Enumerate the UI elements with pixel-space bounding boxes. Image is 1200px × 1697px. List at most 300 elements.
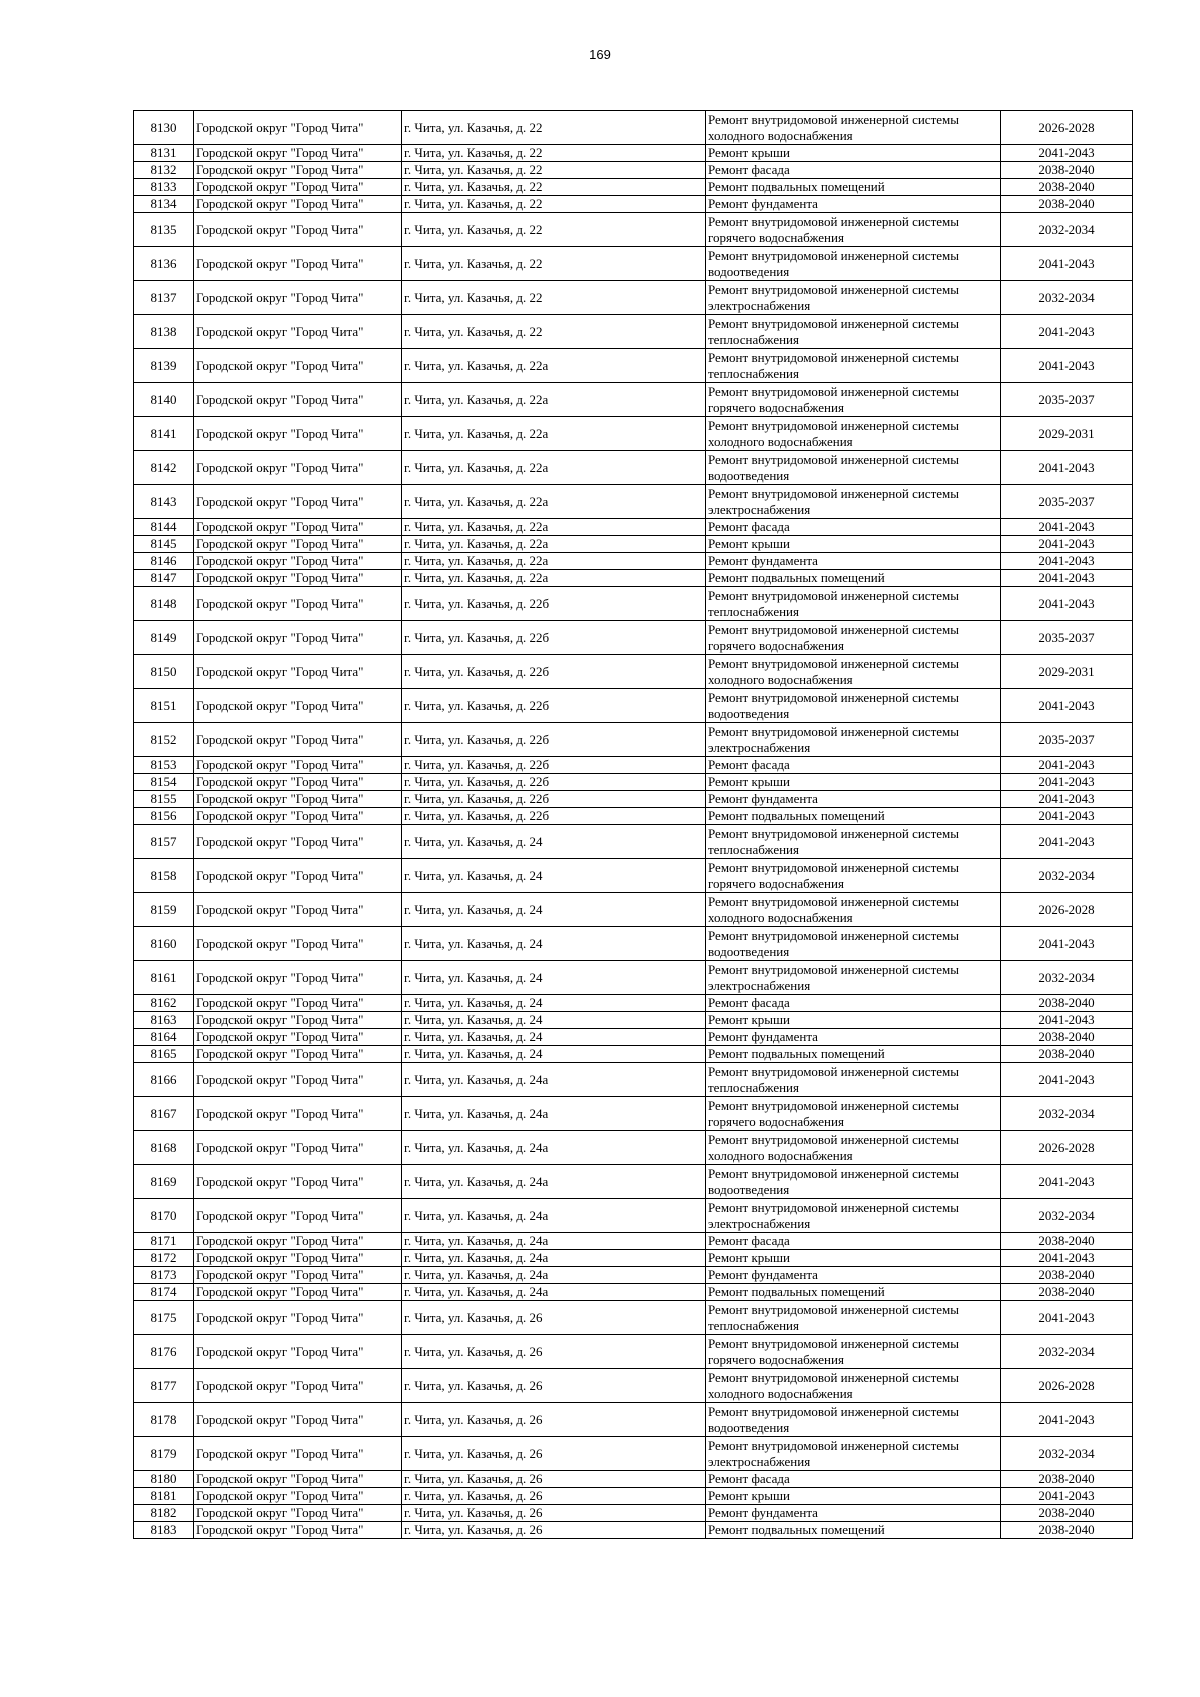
- work-type-cell: Ремонт фундамента: [706, 196, 1001, 213]
- row-number: 8134: [134, 196, 194, 213]
- municipality-cell: Городской округ "Город Чита": [194, 553, 402, 570]
- municipality-cell: Городской округ "Город Чита": [194, 536, 402, 553]
- period-cell: 2038-2040: [1001, 1522, 1133, 1539]
- work-type-cell: Ремонт фундамента: [706, 1267, 1001, 1284]
- work-type-cell: Ремонт внутридомовой инженерной системы электроснабжения: [706, 723, 1001, 757]
- table-row: [134, 1250, 1133, 1267]
- municipality-cell: Городской округ "Город Чита": [194, 570, 402, 587]
- work-type-cell: Ремонт фасада: [706, 1233, 1001, 1250]
- address-cell: г. Чита, ул. Казачья, д. 24: [402, 995, 706, 1012]
- municipality-cell: Городской округ "Город Чита": [194, 1233, 402, 1250]
- table-row: [134, 213, 1133, 247]
- work-type-cell: Ремонт внутридомовой инженерной системы водоотведения: [706, 927, 1001, 961]
- address-cell: г. Чита, ул. Казачья, д. 22а: [402, 536, 706, 553]
- row-number: 8166: [134, 1063, 194, 1097]
- municipality-cell: Городской округ "Город Чита": [194, 1284, 402, 1301]
- address-cell: г. Чита, ул. Казачья, д. 22а: [402, 485, 706, 519]
- row-number: 8182: [134, 1505, 194, 1522]
- period-cell: 2041-2043: [1001, 927, 1133, 961]
- municipality-cell: Городской округ "Город Чита": [194, 1505, 402, 1522]
- period-cell: 2035-2037: [1001, 621, 1133, 655]
- table-body: [134, 111, 1133, 1539]
- period-cell: 2035-2037: [1001, 485, 1133, 519]
- row-number: 8138: [134, 315, 194, 349]
- row-number: 8151: [134, 689, 194, 723]
- work-type-cell: Ремонт фасада: [706, 757, 1001, 774]
- work-type-cell: Ремонт внутридомовой инженерной системы водоотведения: [706, 689, 1001, 723]
- municipality-cell: Городской округ "Город Чита": [194, 179, 402, 196]
- work-type-cell: Ремонт фундамента: [706, 1505, 1001, 1522]
- table-row: [134, 757, 1133, 774]
- address-cell: г. Чита, ул. Казачья, д. 22б: [402, 757, 706, 774]
- table-row: [134, 1488, 1133, 1505]
- municipality-cell: Городской округ "Город Чита": [194, 774, 402, 791]
- row-number: 8150: [134, 655, 194, 689]
- row-number: 8157: [134, 825, 194, 859]
- table-row: [134, 1097, 1133, 1131]
- work-type-cell: Ремонт внутридомовой инженерной системы электроснабжения: [706, 1199, 1001, 1233]
- table-row: [134, 383, 1133, 417]
- table-row: [134, 859, 1133, 893]
- period-cell: 2038-2040: [1001, 196, 1133, 213]
- row-number: 8168: [134, 1131, 194, 1165]
- municipality-cell: Городской округ "Город Чита": [194, 1131, 402, 1165]
- municipality-cell: Городской округ "Город Чита": [194, 1250, 402, 1267]
- row-number: 8165: [134, 1046, 194, 1063]
- table-row: [134, 111, 1133, 145]
- row-number: 8144: [134, 519, 194, 536]
- municipality-cell: Городской округ "Город Чита": [194, 1097, 402, 1131]
- address-cell: г. Чита, ул. Казачья, д. 26: [402, 1471, 706, 1488]
- municipality-cell: Городской округ "Город Чита": [194, 417, 402, 451]
- row-number: 8161: [134, 961, 194, 995]
- municipality-cell: Городской округ "Город Чита": [194, 1437, 402, 1471]
- row-number: 8148: [134, 587, 194, 621]
- row-number: 8146: [134, 553, 194, 570]
- municipality-cell: Городской округ "Город Чита": [194, 1403, 402, 1437]
- table-row: [134, 162, 1133, 179]
- row-number: 8170: [134, 1199, 194, 1233]
- work-type-cell: Ремонт крыши: [706, 774, 1001, 791]
- work-type-cell: Ремонт внутридомовой инженерной системы электроснабжения: [706, 1437, 1001, 1471]
- table-row: [134, 1165, 1133, 1199]
- address-cell: г. Чита, ул. Казачья, д. 26: [402, 1522, 706, 1539]
- work-type-cell: Ремонт внутридомовой инженерной системы теплоснабжения: [706, 1301, 1001, 1335]
- work-type-cell: Ремонт фасада: [706, 995, 1001, 1012]
- municipality-cell: Городской округ "Город Чита": [194, 859, 402, 893]
- work-type-cell: Ремонт внутридомовой инженерной системы водоотведения: [706, 1403, 1001, 1437]
- period-cell: 2032-2034: [1001, 281, 1133, 315]
- address-cell: г. Чита, ул. Казачья, д. 24а: [402, 1097, 706, 1131]
- table-row: [134, 145, 1133, 162]
- table-row: [134, 808, 1133, 825]
- work-type-cell: Ремонт крыши: [706, 1012, 1001, 1029]
- period-cell: 2026-2028: [1001, 893, 1133, 927]
- work-type-cell: Ремонт внутридомовой инженерной системы горячего водоснабжения: [706, 383, 1001, 417]
- row-number: 8147: [134, 570, 194, 587]
- work-type-cell: Ремонт фундамента: [706, 791, 1001, 808]
- period-cell: 2041-2043: [1001, 570, 1133, 587]
- row-number: 8169: [134, 1165, 194, 1199]
- table-row: [134, 417, 1133, 451]
- municipality-cell: Городской округ "Город Чита": [194, 349, 402, 383]
- work-type-cell: Ремонт внутридомовой инженерной системы горячего водоснабжения: [706, 621, 1001, 655]
- period-cell: 2041-2043: [1001, 1063, 1133, 1097]
- row-number: 8163: [134, 1012, 194, 1029]
- work-type-cell: Ремонт внутридомовой инженерной системы водоотведения: [706, 451, 1001, 485]
- period-cell: 2038-2040: [1001, 1505, 1133, 1522]
- address-cell: г. Чита, ул. Казачья, д. 26: [402, 1403, 706, 1437]
- table-row: [134, 689, 1133, 723]
- period-cell: 2041-2043: [1001, 1403, 1133, 1437]
- row-number: 8176: [134, 1335, 194, 1369]
- work-type-cell: Ремонт подвальных помещений: [706, 1522, 1001, 1539]
- address-cell: г. Чита, ул. Казачья, д. 22: [402, 213, 706, 247]
- municipality-cell: Городской округ "Город Чита": [194, 1335, 402, 1369]
- period-cell: 2038-2040: [1001, 1029, 1133, 1046]
- work-type-cell: Ремонт внутридомовой инженерной системы теплоснабжения: [706, 587, 1001, 621]
- address-cell: г. Чита, ул. Казачья, д. 22а: [402, 519, 706, 536]
- municipality-cell: Городской округ "Город Чита": [194, 1199, 402, 1233]
- address-cell: г. Чита, ул. Казачья, д. 24: [402, 893, 706, 927]
- period-cell: 2032-2034: [1001, 961, 1133, 995]
- work-type-cell: Ремонт внутридомовой инженерной системы горячего водоснабжения: [706, 859, 1001, 893]
- municipality-cell: Городской округ "Город Чита": [194, 281, 402, 315]
- municipality-cell: Городской округ "Город Чита": [194, 1471, 402, 1488]
- period-cell: 2041-2043: [1001, 451, 1133, 485]
- municipality-cell: Городской округ "Город Чита": [194, 723, 402, 757]
- municipality-cell: Городской округ "Город Чита": [194, 145, 402, 162]
- period-cell: 2041-2043: [1001, 791, 1133, 808]
- table-row: [134, 1199, 1133, 1233]
- period-cell: 2032-2034: [1001, 1199, 1133, 1233]
- address-cell: г. Чита, ул. Казачья, д. 22б: [402, 723, 706, 757]
- table-row: [134, 179, 1133, 196]
- table-row: [134, 1522, 1133, 1539]
- address-cell: г. Чита, ул. Казачья, д. 22: [402, 162, 706, 179]
- municipality-cell: Городской округ "Город Чита": [194, 893, 402, 927]
- address-cell: г. Чита, ул. Казачья, д. 22а: [402, 349, 706, 383]
- address-cell: г. Чита, ул. Казачья, д. 22а: [402, 570, 706, 587]
- address-cell: г. Чита, ул. Казачья, д. 24: [402, 1012, 706, 1029]
- work-type-cell: Ремонт внутридомовой инженерной системы электроснабжения: [706, 281, 1001, 315]
- row-number: 8145: [134, 536, 194, 553]
- period-cell: 2041-2043: [1001, 349, 1133, 383]
- table-row: [134, 451, 1133, 485]
- period-cell: 2038-2040: [1001, 1233, 1133, 1250]
- address-cell: г. Чита, ул. Казачья, д. 22а: [402, 451, 706, 485]
- address-cell: г. Чита, ул. Казачья, д. 22б: [402, 587, 706, 621]
- table-row: [134, 1471, 1133, 1488]
- table-row: [134, 1046, 1133, 1063]
- municipality-cell: Городской округ "Город Чита": [194, 791, 402, 808]
- row-number: 8133: [134, 179, 194, 196]
- row-number: 8152: [134, 723, 194, 757]
- table-row: [134, 1335, 1133, 1369]
- period-cell: 2032-2034: [1001, 1097, 1133, 1131]
- period-cell: 2041-2043: [1001, 1250, 1133, 1267]
- repair-schedule-table: [133, 110, 1133, 1539]
- row-number: 8160: [134, 927, 194, 961]
- row-number: 8179: [134, 1437, 194, 1471]
- address-cell: г. Чита, ул. Казачья, д. 22: [402, 247, 706, 281]
- address-cell: г. Чита, ул. Казачья, д. 22б: [402, 774, 706, 791]
- work-type-cell: Ремонт подвальных помещений: [706, 570, 1001, 587]
- address-cell: г. Чита, ул. Казачья, д. 24: [402, 859, 706, 893]
- work-type-cell: Ремонт внутридомовой инженерной системы теплоснабжения: [706, 315, 1001, 349]
- row-number: 8131: [134, 145, 194, 162]
- address-cell: г. Чита, ул. Казачья, д. 24: [402, 927, 706, 961]
- period-cell: 2032-2034: [1001, 1437, 1133, 1471]
- municipality-cell: Городской округ "Город Чита": [194, 621, 402, 655]
- period-cell: 2041-2043: [1001, 825, 1133, 859]
- period-cell: 2029-2031: [1001, 417, 1133, 451]
- page-number: 169: [589, 47, 611, 62]
- municipality-cell: Городской округ "Город Чита": [194, 1165, 402, 1199]
- address-cell: г. Чита, ул. Казачья, д. 26: [402, 1437, 706, 1471]
- table-row: [134, 570, 1133, 587]
- address-cell: г. Чита, ул. Казачья, д. 22б: [402, 808, 706, 825]
- period-cell: 2041-2043: [1001, 808, 1133, 825]
- work-type-cell: Ремонт подвальных помещений: [706, 179, 1001, 196]
- row-number: 8180: [134, 1471, 194, 1488]
- period-cell: 2041-2043: [1001, 587, 1133, 621]
- work-type-cell: Ремонт внутридомовой инженерной системы теплоснабжения: [706, 349, 1001, 383]
- period-cell: 2026-2028: [1001, 1131, 1133, 1165]
- table-row: [134, 1063, 1133, 1097]
- work-type-cell: Ремонт внутридомовой инженерной системы холодного водоснабжения: [706, 893, 1001, 927]
- row-number: 8181: [134, 1488, 194, 1505]
- period-cell: 2038-2040: [1001, 1267, 1133, 1284]
- address-cell: г. Чита, ул. Казачья, д. 24: [402, 1029, 706, 1046]
- address-cell: г. Чита, ул. Казачья, д. 22б: [402, 791, 706, 808]
- address-cell: г. Чита, ул. Казачья, д. 24а: [402, 1131, 706, 1165]
- period-cell: 2035-2037: [1001, 383, 1133, 417]
- work-type-cell: Ремонт подвальных помещений: [706, 808, 1001, 825]
- table-row: [134, 1012, 1133, 1029]
- work-type-cell: Ремонт крыши: [706, 1250, 1001, 1267]
- table-row: [134, 1284, 1133, 1301]
- row-number: 8155: [134, 791, 194, 808]
- municipality-cell: Городской округ "Город Чита": [194, 162, 402, 179]
- table-row: [134, 1233, 1133, 1250]
- municipality-cell: Городской округ "Город Чита": [194, 383, 402, 417]
- period-cell: 2041-2043: [1001, 1488, 1133, 1505]
- address-cell: г. Чита, ул. Казачья, д. 24а: [402, 1199, 706, 1233]
- period-cell: 2038-2040: [1001, 1471, 1133, 1488]
- municipality-cell: Городской округ "Город Чита": [194, 655, 402, 689]
- municipality-cell: Городской округ "Город Чита": [194, 1369, 402, 1403]
- table-row: [134, 621, 1133, 655]
- municipality-cell: Городской округ "Город Чита": [194, 1488, 402, 1505]
- period-cell: 2032-2034: [1001, 859, 1133, 893]
- work-type-cell: Ремонт крыши: [706, 1488, 1001, 1505]
- period-cell: 2029-2031: [1001, 655, 1133, 689]
- row-number: 8183: [134, 1522, 194, 1539]
- work-type-cell: Ремонт фасада: [706, 1471, 1001, 1488]
- period-cell: 2032-2034: [1001, 213, 1133, 247]
- row-number: 8164: [134, 1029, 194, 1046]
- municipality-cell: Городской округ "Город Чита": [194, 995, 402, 1012]
- table-row: [134, 485, 1133, 519]
- table-row: [134, 825, 1133, 859]
- row-number: 8158: [134, 859, 194, 893]
- period-cell: 2038-2040: [1001, 1046, 1133, 1063]
- period-cell: 2041-2043: [1001, 1012, 1133, 1029]
- address-cell: г. Чита, ул. Казачья, д. 22б: [402, 655, 706, 689]
- address-cell: г. Чита, ул. Казачья, д. 22а: [402, 383, 706, 417]
- address-cell: г. Чита, ул. Казачья, д. 22: [402, 111, 706, 145]
- table-row: [134, 1131, 1133, 1165]
- row-number: 8137: [134, 281, 194, 315]
- row-number: 8142: [134, 451, 194, 485]
- period-cell: 2041-2043: [1001, 774, 1133, 791]
- address-cell: г. Чита, ул. Казачья, д. 24: [402, 825, 706, 859]
- address-cell: г. Чита, ул. Казачья, д. 22: [402, 179, 706, 196]
- work-type-cell: Ремонт крыши: [706, 145, 1001, 162]
- table-row: [134, 1267, 1133, 1284]
- address-cell: г. Чита, ул. Казачья, д. 26: [402, 1301, 706, 1335]
- work-type-cell: Ремонт внутридомовой инженерной системы холодного водоснабжения: [706, 417, 1001, 451]
- work-type-cell: Ремонт внутридомовой инженерной системы горячего водоснабжения: [706, 1335, 1001, 1369]
- period-cell: 2041-2043: [1001, 519, 1133, 536]
- municipality-cell: Городской округ "Город Чита": [194, 1522, 402, 1539]
- table-row: [134, 995, 1133, 1012]
- table-row: [134, 1403, 1133, 1437]
- municipality-cell: Городской округ "Город Чита": [194, 808, 402, 825]
- work-type-cell: Ремонт внутридомовой инженерной системы холодного водоснабжения: [706, 1369, 1001, 1403]
- address-cell: г. Чита, ул. Казачья, д. 24: [402, 961, 706, 995]
- row-number: 8139: [134, 349, 194, 383]
- table-row: [134, 893, 1133, 927]
- work-type-cell: Ремонт подвальных помещений: [706, 1046, 1001, 1063]
- address-cell: г. Чита, ул. Казачья, д. 22а: [402, 553, 706, 570]
- municipality-cell: Городской округ "Город Чита": [194, 1063, 402, 1097]
- table-row: [134, 1301, 1133, 1335]
- period-cell: 2041-2043: [1001, 1165, 1133, 1199]
- table-row: [134, 655, 1133, 689]
- table-row: [134, 349, 1133, 383]
- address-cell: г. Чита, ул. Казачья, д. 22: [402, 315, 706, 349]
- row-number: 8159: [134, 893, 194, 927]
- table-row: [134, 315, 1133, 349]
- work-type-cell: Ремонт подвальных помещений: [706, 1284, 1001, 1301]
- address-cell: г. Чита, ул. Казачья, д. 24а: [402, 1063, 706, 1097]
- row-number: 8162: [134, 995, 194, 1012]
- table-row: [134, 536, 1133, 553]
- work-type-cell: Ремонт фасада: [706, 519, 1001, 536]
- address-cell: г. Чита, ул. Казачья, д. 26: [402, 1505, 706, 1522]
- period-cell: 2041-2043: [1001, 553, 1133, 570]
- period-cell: 2026-2028: [1001, 1369, 1133, 1403]
- table-row: [134, 553, 1133, 570]
- municipality-cell: Городской округ "Город Чита": [194, 451, 402, 485]
- row-number: 8172: [134, 1250, 194, 1267]
- period-cell: 2041-2043: [1001, 536, 1133, 553]
- municipality-cell: Городской округ "Город Чита": [194, 689, 402, 723]
- municipality-cell: Городской округ "Город Чита": [194, 247, 402, 281]
- row-number: 8130: [134, 111, 194, 145]
- row-number: 8175: [134, 1301, 194, 1335]
- municipality-cell: Городской округ "Город Чита": [194, 1301, 402, 1335]
- period-cell: 2038-2040: [1001, 162, 1133, 179]
- row-number: 8135: [134, 213, 194, 247]
- row-number: 8177: [134, 1369, 194, 1403]
- address-cell: г. Чита, ул. Казачья, д. 22: [402, 281, 706, 315]
- work-type-cell: Ремонт фасада: [706, 162, 1001, 179]
- address-cell: г. Чита, ул. Казачья, д. 26: [402, 1335, 706, 1369]
- work-type-cell: Ремонт внутридомовой инженерной системы электроснабжения: [706, 485, 1001, 519]
- table-row: [134, 961, 1133, 995]
- work-type-cell: Ремонт крыши: [706, 536, 1001, 553]
- work-type-cell: Ремонт внутридомовой инженерной системы горячего водоснабжения: [706, 1097, 1001, 1131]
- municipality-cell: Городской округ "Город Чита": [194, 825, 402, 859]
- period-cell: 2038-2040: [1001, 179, 1133, 196]
- municipality-cell: Городской округ "Город Чита": [194, 1046, 402, 1063]
- work-type-cell: Ремонт внутридомовой инженерной системы водоотведения: [706, 247, 1001, 281]
- municipality-cell: Городской округ "Город Чита": [194, 927, 402, 961]
- row-number: 8143: [134, 485, 194, 519]
- row-number: 8167: [134, 1097, 194, 1131]
- address-cell: г. Чита, ул. Казачья, д. 24а: [402, 1284, 706, 1301]
- table-row: [134, 247, 1133, 281]
- address-cell: г. Чита, ул. Казачья, д. 26: [402, 1369, 706, 1403]
- work-type-cell: Ремонт внутридомовой инженерной системы горячего водоснабжения: [706, 213, 1001, 247]
- table-row: [134, 1369, 1133, 1403]
- work-type-cell: Ремонт внутридомовой инженерной системы теплоснабжения: [706, 1063, 1001, 1097]
- work-type-cell: Ремонт фундамента: [706, 553, 1001, 570]
- table-row: [134, 587, 1133, 621]
- row-number: 8173: [134, 1267, 194, 1284]
- municipality-cell: Городской округ "Город Чита": [194, 196, 402, 213]
- table-row: [134, 791, 1133, 808]
- table-row: [134, 281, 1133, 315]
- table-row: [134, 196, 1133, 213]
- address-cell: г. Чита, ул. Казачья, д. 26: [402, 1488, 706, 1505]
- work-type-cell: Ремонт внутридомовой инженерной системы холодного водоснабжения: [706, 1131, 1001, 1165]
- row-number: 8178: [134, 1403, 194, 1437]
- address-cell: г. Чита, ул. Казачья, д. 22: [402, 196, 706, 213]
- municipality-cell: Городской округ "Город Чита": [194, 485, 402, 519]
- work-type-cell: Ремонт внутридомовой инженерной системы теплоснабжения: [706, 825, 1001, 859]
- municipality-cell: Городской округ "Город Чита": [194, 111, 402, 145]
- municipality-cell: Городской округ "Город Чита": [194, 1267, 402, 1284]
- address-cell: г. Чита, ул. Казачья, д. 22б: [402, 621, 706, 655]
- table-row: [134, 927, 1133, 961]
- period-cell: 2035-2037: [1001, 723, 1133, 757]
- work-type-cell: Ремонт внутридомовой инженерной системы водоотведения: [706, 1165, 1001, 1199]
- period-cell: 2041-2043: [1001, 315, 1133, 349]
- period-cell: 2026-2028: [1001, 111, 1133, 145]
- period-cell: 2041-2043: [1001, 757, 1133, 774]
- period-cell: 2041-2043: [1001, 689, 1133, 723]
- municipality-cell: Городской округ "Город Чита": [194, 1012, 402, 1029]
- period-cell: 2041-2043: [1001, 1301, 1133, 1335]
- municipality-cell: Городской округ "Город Чита": [194, 757, 402, 774]
- row-number: 8141: [134, 417, 194, 451]
- address-cell: г. Чита, ул. Казачья, д. 24а: [402, 1267, 706, 1284]
- row-number: 8174: [134, 1284, 194, 1301]
- row-number: 8156: [134, 808, 194, 825]
- row-number: 8171: [134, 1233, 194, 1250]
- work-type-cell: Ремонт фундамента: [706, 1029, 1001, 1046]
- table-row: [134, 723, 1133, 757]
- row-number: 8153: [134, 757, 194, 774]
- period-cell: 2041-2043: [1001, 247, 1133, 281]
- period-cell: 2038-2040: [1001, 1284, 1133, 1301]
- period-cell: 2032-2034: [1001, 1335, 1133, 1369]
- work-type-cell: Ремонт внутридомовой инженерной системы электроснабжения: [706, 961, 1001, 995]
